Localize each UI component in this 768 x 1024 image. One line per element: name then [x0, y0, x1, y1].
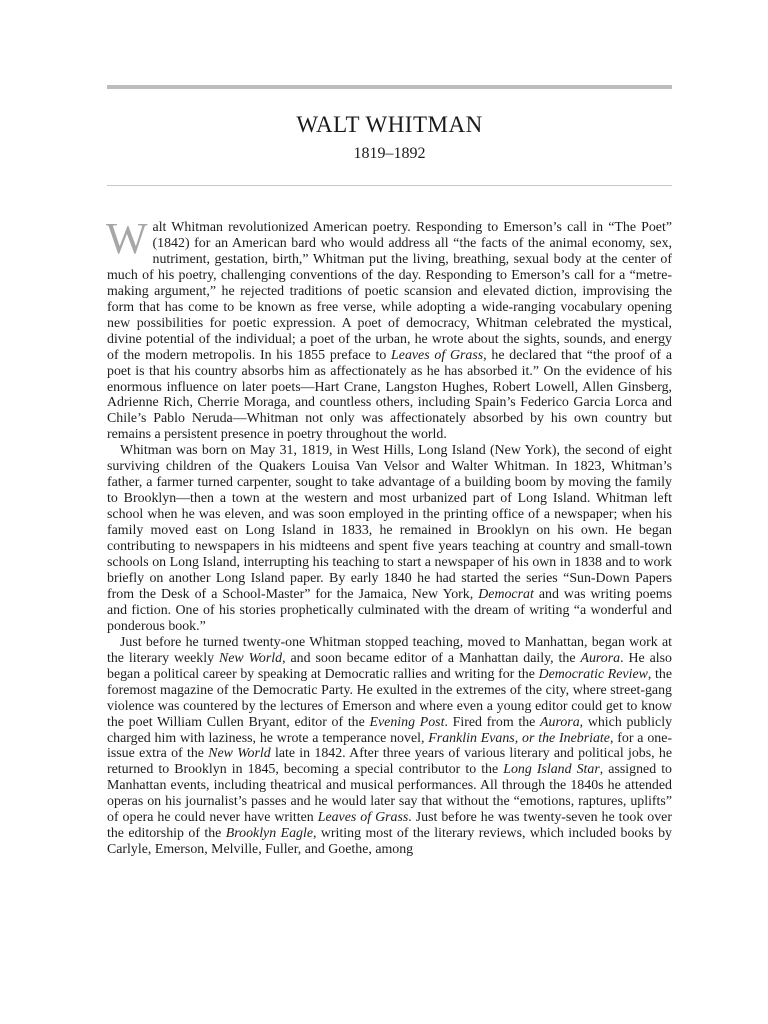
body-text-run: , which publicly charged him with laziness, he wrote a temperance novel, — [107, 714, 673, 746]
italic-title-text: New World — [208, 746, 271, 762]
italic-title-text: Aurora — [540, 714, 580, 730]
italic-title-text: New World — [219, 650, 283, 666]
paragraph-1-text — [106, 214, 672, 443]
paragraph-1 — [106, 214, 672, 443]
paragraph-2 — [107, 443, 672, 634]
italic-title-text: Evening Post — [369, 714, 445, 730]
paragraph-3 — [107, 635, 672, 858]
body-text-run: . Just before he was twenty-seven he took over the editorship of the — [107, 810, 672, 842]
body-text-run: , the foremost magazine of the Democratic Party. He exulted in the extremes of the city, where street-gang violence was countered by the lectures of Emerson and where even a young editor could get to know the poet William Cullen Bryant, editor of the — [107, 666, 672, 730]
body-text-run: , assigned to Manhattan events, including theatrical and musical performances. All through the 1840s he attended operas on his journalist’s passes and he would later say that without the “emotions, raptures, uplifts” of opera he could never have written — [107, 762, 673, 826]
italic-title-text: Democrat — [478, 586, 534, 602]
page-title: WALT WHITMAN — [296, 112, 483, 137]
header-divider — [107, 185, 672, 186]
italic-title-text: Aurora — [580, 650, 621, 666]
body-text-run: , writing most of the literary reviews, which included books by Carlyle, Emerson, Melville, Fuller, and Goethe, among — [107, 826, 673, 858]
body-text-run: , and soon became editor of a Manhattan daily, the — [282, 650, 581, 666]
italic-title-text: Leaves of Grass — [391, 347, 484, 363]
essay-body — [106, 214, 673, 858]
italic-title-text: Brooklyn Eagle — [225, 826, 313, 842]
body-text-run: Whitman was born on May 31, 1819, in West Hills, Long Island (New York), the second of eight surviving children of the Quakers Louisa Van Velsor and Walter Whitman. In 1823, Whitman’s father, a farmer turned carpenter, sought to take advantage of a building boom by moving the family to Brooklyn—then a town at the western and most urbanized part of Long Island. Whitman left school when he was eleven, and was soon employed in the printing office of a newspaper; when his family moved east on Long Island in 1833, he remained in Brooklyn on his own. He began contributing to newspapers in his midteens and spent five years teaching at country and small-town schools on Long Island, interrupting his teaching to start a newspaper of his own in 1838 and to work briefly on another Long Island paper. By early 1840 he had started the series “Sun-Down Papers from the Desk of a School-Master” for the Jamaica, New York, — [107, 443, 672, 602]
italic-title-text: Franklin Evans, or the Inebriate — [428, 730, 610, 746]
life-dates: 1819–1892 — [353, 145, 426, 162]
body-text-run: Just before he turned twenty-one Whitman stopped teaching, moved to Manhattan, began work at the literary weekly — [107, 634, 672, 666]
body-text-run: . Fired from the — [444, 714, 541, 730]
body-text-run: and was writing poems and fiction. One of his stories prophetically culminated with the dream of writing “a wonderful and ponderous book.” — [107, 586, 672, 634]
italic-title-text: Leaves of Grass — [317, 810, 409, 826]
body-text-run: . He also began a political career by speaking at Democratic rallies and writing for the — [107, 650, 673, 682]
top-rule — [107, 85, 672, 89]
drop-cap: W — [106, 214, 148, 263]
body-text-run: late in 1842. After three years of various literary and political jobs, he returned to Brooklyn in 1845, becoming a special contributor to the — [107, 746, 672, 778]
italic-title-text: Long Island Star — [503, 762, 600, 778]
body-text-run: , he declared that “the proof of a poet is that his country absorbs him as affectionately as he has absorbed it.” On the evidence of his enormous influence on later poets—Hart Crane, Langston Hughes, Robert Lowell, Allen Ginsberg, Adrienne Rich, Cherrie Moraga, and countless others, including Spain’s Federico Garcia Lorca and Chile’s Pablo Neruda—Whitman not only was affectionately absorbed by his own country but remains a persistent presence in poetry throughout the world. — [107, 347, 672, 443]
italic-title-text: Democratic Review — [538, 666, 648, 682]
body-text-run: , for a one-issue extra of the — [107, 730, 673, 762]
body-text-run: alt Whitman revolutionized American poetry. Responding to Emerson’s call in “The Poet” (1842) for an American bard who would address all “the facts of the animal economy, sex, nutriment, gestation, birth,” Whitman put the living, breathing, sexual body at the center of much of his poetry, challenging conventions of the day. Responding to Emerson’s call for a “metre-making argument,” he rejected traditions of poetic scansion and elevated diction, improvising the form that has come to be known as free verse, while adopting a wide-ranging vocabulary opening new possibilities for poetic expression. A poet of democracy, Whitman celebrated the mystical, divine potential of the individual; a poet of the urban, he wrote about the sights, sounds, and energy of the modern metropolis. In his 1855 preface to — [107, 220, 672, 363]
